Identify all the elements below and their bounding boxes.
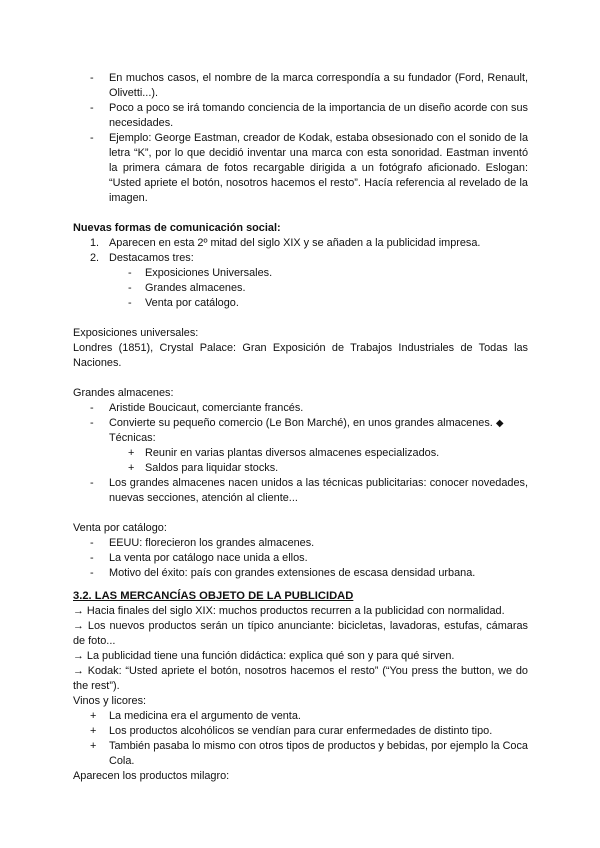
almacenes-title: Grandes almacenes: [73, 387, 174, 399]
document-page [73, 71, 528, 784]
vinos-list [73, 709, 528, 769]
dash-marker: - [90, 132, 94, 144]
list-item: 1. Aparecen en esta 2º mitad del siglo XIX y se añaden a la publicidad impresa. [90, 237, 481, 249]
intro-list [73, 71, 528, 206]
list-item: + La medicina era el argumento de venta. [90, 710, 301, 722]
list-item: - Aristide Boucicaut, comerciante francés. [90, 402, 304, 414]
list-item: 2. Destacamos tres: [90, 252, 194, 264]
arrow-line: → Hacia finales del siglo XIX: muchos productos recurren a la publicidad con normalidad. [73, 605, 505, 617]
list-item: + Reunir en varias plantas diversos almacenes especializados. [128, 447, 440, 459]
list-item: - Convierte su pequeño comercio (Le Bon Marché), en unos grandes almacenes. ◆ Técnicas: [90, 417, 504, 444]
milagro-text: Aparecen los productos milagro: [73, 770, 230, 782]
list-item: - Los grandes almacenes nacen unidos a las técnicas publicitarias: conocer novedades, nuevas secciones, atención al cliente... [90, 477, 528, 504]
vinos-title: Vinos y licores: [73, 695, 147, 707]
section-heading: 3.2. LAS MERCANCÍAS OBJETO DE LA PUBLICIDAD [73, 590, 354, 602]
list-item: - Motivo del éxito: país con grandes extensiones de escasa densidad urbana. [90, 567, 476, 579]
list-item: + Los productos alcohólicos se vendían para curar enfermedades de distinto tipo. [90, 725, 493, 737]
exposiciones-text: Londres (1851), Crystal Palace: Gran Exposición de Trabajos Industriales de Todas las Naciones. [73, 342, 528, 369]
dash-marker: - [90, 102, 94, 114]
almacenes-list [73, 401, 528, 446]
arrow-line: → Kodak: “Usted apriete el botón, nosotros hacemos el resto” (“You press the button, we do the rest”). [73, 665, 528, 692]
list-item: - La venta por catálogo nace unida a ellos. [90, 552, 308, 564]
nuevas-heading: Nuevas formas de comunicación social: [73, 222, 281, 234]
exposiciones-title: Exposiciones universales: [73, 327, 199, 339]
list-item: + Saldos para liquidar stocks. [128, 462, 279, 474]
catalogo-title: Venta por catálogo: [73, 522, 167, 534]
arrow-line: → La publicidad tiene una función didáctica: explica qué son y para qué sirven. [73, 650, 455, 662]
list-item: - Ejemplo: George Eastman, creador de Kodak, estaba obsesionado con el sonido de la letra “K”, por lo que decidió inventar una marca con esta sonoridad. Eastman inventó la primera cámara de fotos recargable dirigida a un fotógrafo aficionado. Eslogan: “Usted apriete el botón, nosotros hacemos el resto”. Hacía referencia al revelado de la imagen. [90, 132, 528, 204]
list-item: - Exposiciones Universales. [128, 267, 273, 279]
list-item: - Venta por catálogo. [128, 297, 239, 309]
list-item: + También pasaba lo mismo con otros tipos de productos y bebidas, por ejemplo la Coca Cola. [90, 740, 528, 767]
list-item: - Grandes almacenes. [128, 282, 246, 294]
arrow-line: → Los nuevos productos serán un típico anunciante: bicicletas, lavadoras, estufas, cámaras de foto... [73, 620, 528, 647]
tecnicas-list [73, 446, 528, 476]
dash-marker: - [90, 72, 94, 84]
list-item: - En muchos casos, el nombre de la marca correspondía a su fundador (Ford, Renault, Olivetti...). [90, 72, 528, 99]
nuevas-sublist [73, 266, 528, 311]
list-item: - Poco a poco se irá tomando conciencia de la importancia de un diseño acorde con sus necesidades. [90, 102, 528, 129]
catalogo-list [73, 536, 528, 581]
almacenes-list-2 [73, 476, 528, 506]
nuevas-list [73, 236, 528, 266]
diamond-icon: ◆ [495, 418, 504, 429]
list-item: - EEUU: florecieron los grandes almacenes. [90, 537, 315, 549]
